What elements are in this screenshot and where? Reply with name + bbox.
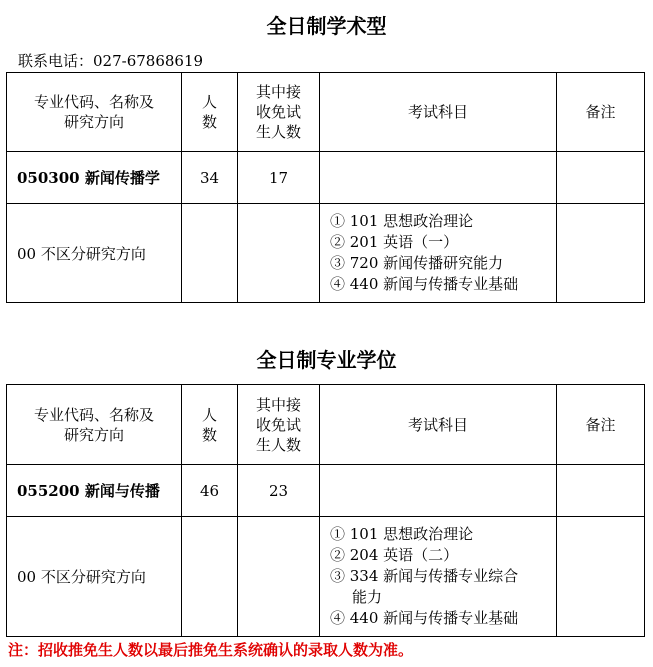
- footnote: 注：招收推免生人数以最后推免生系统确认的录取人数为准。: [8, 641, 414, 659]
- header-row: [7, 385, 645, 465]
- major-remark: [557, 152, 645, 204]
- direction-remark: [557, 204, 645, 303]
- subject-item: ① 101 思想政治理论: [330, 525, 474, 543]
- header-exempt-line3: 生人数: [255, 123, 301, 141]
- header-count-line1: 人: [201, 93, 217, 111]
- major-count: 34: [182, 152, 238, 204]
- direction-name: 00 不区分研究方向: [7, 517, 182, 637]
- major-row: [7, 152, 645, 204]
- subject-item: ③ 720 新闻传播研究能力: [330, 254, 504, 272]
- header-major-line2: 研究方向: [63, 425, 124, 444]
- header-exempt: [238, 73, 320, 152]
- subject-item: ② 201 英语（一）: [330, 233, 459, 251]
- header-major: [7, 385, 182, 465]
- direction-exempt: [238, 204, 320, 303]
- direction-count: [182, 517, 238, 637]
- section-title-professional: 全日制专业学位: [256, 348, 397, 372]
- header-exempt-line2: 收免试: [255, 103, 301, 121]
- header-exempt-line3: 生人数: [255, 435, 301, 454]
- header-remark: 备注: [557, 385, 645, 465]
- header-remark: 备注: [557, 73, 645, 152]
- header-major: [7, 73, 182, 152]
- header-major-line1: 专业代码、名称及: [33, 405, 154, 424]
- header-row: [7, 73, 645, 152]
- direction-remark: [557, 517, 645, 637]
- header-exempt: [238, 385, 320, 465]
- subject-item-continuation: 能力: [352, 588, 383, 606]
- major-remark: [557, 465, 645, 517]
- contact-phone: 联系电话：027-67868619: [18, 52, 204, 70]
- major-row: [7, 465, 645, 517]
- header-exempt-line1: 其中接: [255, 395, 301, 414]
- subject-item: ② 204 英语（二）: [330, 546, 459, 564]
- subject-item: ④ 440 新闻与传播专业基础: [330, 275, 519, 293]
- header-count: [182, 73, 238, 152]
- major-code-name: 055200 新闻与传播: [7, 465, 182, 517]
- section-title-academic: 全日制学术型: [266, 14, 387, 38]
- header-exempt-line2: 收免试: [255, 415, 301, 434]
- subject-item: ③ 334 新闻与传播专业综合: [330, 567, 519, 585]
- exam-subjects: [320, 517, 557, 637]
- major-count: 46: [182, 465, 238, 517]
- header-subjects: 考试科目: [320, 73, 557, 152]
- major-exempt: 17: [238, 152, 320, 204]
- major-subjects: [320, 152, 557, 204]
- major-subjects: [320, 465, 557, 517]
- header-subjects: 考试科目: [320, 385, 557, 465]
- direction-row: [7, 204, 645, 303]
- exam-subjects: [320, 204, 557, 303]
- header-major-line1: 专业代码、名称及: [33, 93, 154, 111]
- direction-name: 00 不区分研究方向: [7, 204, 182, 303]
- header-exempt-line1: 其中接: [255, 83, 301, 101]
- direction-row: [7, 517, 645, 637]
- direction-count: [182, 204, 238, 303]
- header-count-line1: 人: [201, 405, 217, 424]
- table-professional: [6, 384, 645, 637]
- table-academic: [6, 72, 645, 303]
- subject-item: ④ 440 新闻与传播专业基础: [330, 609, 519, 627]
- subject-item: ① 101 思想政治理论: [330, 212, 474, 230]
- header-major-line2: 研究方向: [63, 113, 124, 131]
- header-count: [182, 385, 238, 465]
- major-code-name: 050300 新闻传播学: [7, 152, 182, 204]
- header-count-line2: 数: [201, 425, 217, 444]
- direction-exempt: [238, 517, 320, 637]
- header-count-line2: 数: [201, 113, 217, 131]
- major-exempt: 23: [238, 465, 320, 517]
